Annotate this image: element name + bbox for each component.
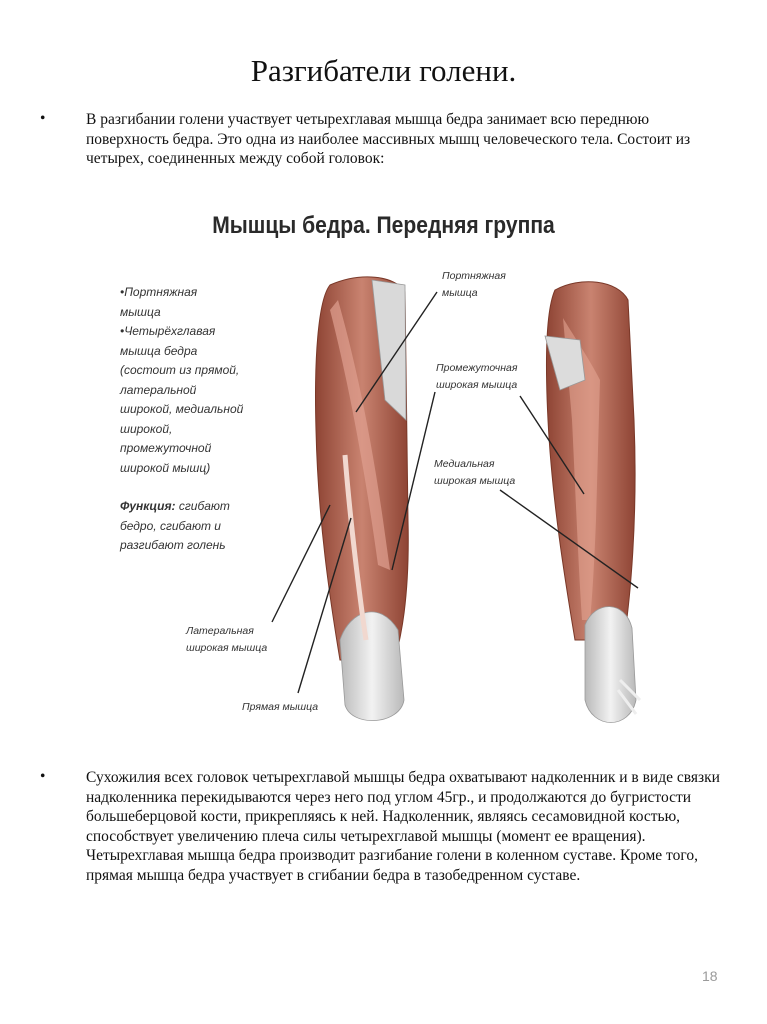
- legend-line: •Четырёхглавая: [120, 324, 216, 338]
- legend-line: широкой, медиальной: [120, 402, 244, 416]
- label-line: Медиальная: [434, 458, 495, 470]
- label-line: широкая мышца: [436, 379, 518, 391]
- function-line: бедро, сгибают и: [120, 518, 221, 533]
- tendon-paragraph: Сухожилия всех головок четырехглавой мышцы бедра охватывают надколенник и в виде связки надколенника перекидываются через него под углом 45гр., и продолжаются до бугристости большеберцовой кости, прикрепляясь к ней. Надколенник, являясь сесамовидной костью, способствует увеличению плеча силы четырехглавой мышцы (момент ее вращения). Четырехглавая мышца бедра производит разгибание голени в коленном суставе. Кроме того, прямая мышца бедра участвует в сгибании бедра в тазобедренном суставе.: [86, 769, 720, 884]
- legend-line: промежуточной: [120, 441, 212, 455]
- slide-title: Разгибатели голени.: [250, 53, 517, 88]
- legend-line: латеральной: [120, 382, 197, 397]
- label-line: широкая мышца: [434, 475, 516, 487]
- right-thigh-drawing: [545, 282, 640, 723]
- label-line: Портняжная: [442, 270, 506, 282]
- label-lateralis: [186, 623, 267, 657]
- bullet-2: •: [40, 768, 46, 785]
- legend-line: (состоит из прямой,: [120, 363, 240, 377]
- left-thigh-drawing: [316, 277, 409, 721]
- function-line: разгибают голень: [120, 538, 226, 552]
- figure-title: Мышцы бедра. Передняя группа: [212, 212, 555, 239]
- label-rectus: [242, 699, 318, 716]
- label-medialis: [434, 456, 515, 490]
- label-line: широкая мышца: [186, 642, 268, 654]
- legend-line: широкой,: [120, 421, 173, 436]
- legend-line: широкой мышц): [120, 460, 211, 475]
- label-line: мышца: [442, 287, 478, 299]
- pointer-lateralis: [272, 505, 330, 622]
- legend-line: мышца бедра: [120, 343, 198, 358]
- label-line: Прямая мышца: [242, 701, 319, 713]
- label-sartorius: [442, 268, 506, 302]
- label-intermedius: [436, 360, 517, 394]
- legend-line: мышца: [120, 304, 161, 319]
- legend-line: •Портняжная: [120, 285, 198, 299]
- function-label: Функция:: [120, 499, 176, 513]
- function-line: сгибают: [175, 499, 230, 513]
- bullet-1: •: [40, 110, 46, 127]
- label-line: Латеральная: [186, 625, 254, 637]
- intro-paragraph: В разгибании голени участвует четырехглавая мышца бедра занимает всю переднюю поверхность бедра. Это одна из наиболее массивных мышц человеческого тела. Состоит из четырех, соединенных между собой головок:: [86, 111, 691, 167]
- page-number: 18: [702, 968, 718, 984]
- label-line: Промежуточная: [436, 362, 518, 374]
